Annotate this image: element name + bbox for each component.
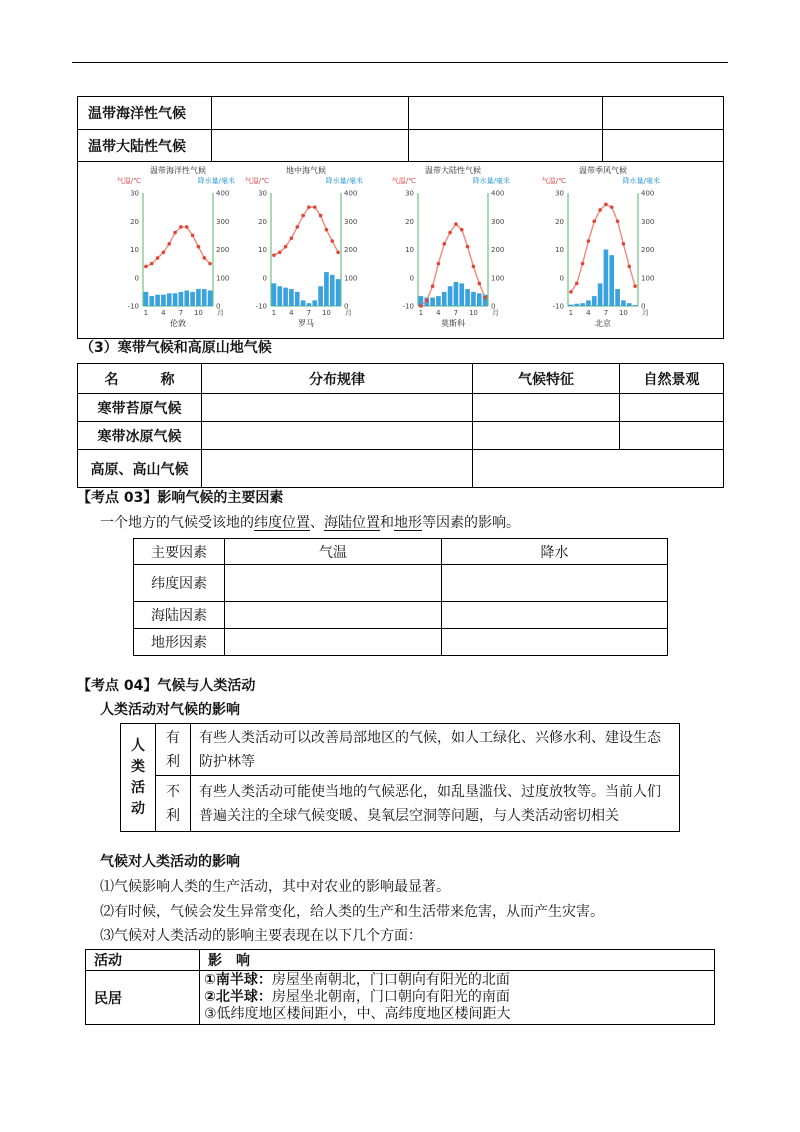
right-tick-label: 0 (344, 302, 349, 310)
precip-bar (627, 303, 632, 306)
right-tick-label: 100 (491, 273, 505, 282)
table-cell (473, 450, 724, 488)
x-tick-label: 10 (468, 308, 478, 317)
temperature-line (274, 207, 338, 255)
chart-cell (78, 162, 724, 339)
temperature-point (569, 290, 573, 294)
temperature-point (191, 233, 195, 237)
left-axis-label: 气温/℃ (391, 176, 416, 185)
right-tick-label: 300 (344, 217, 358, 226)
table-cell (225, 602, 442, 629)
precip-bar (196, 289, 201, 306)
temperature-point (156, 256, 160, 260)
x-tick-label: 10 (193, 308, 203, 317)
right-axis-label: 降水量/毫米 (325, 176, 363, 185)
x-unit-label: 月 (492, 308, 499, 317)
temperature-point (592, 219, 596, 223)
city-caption: 罗马 (298, 318, 314, 328)
precip-bar (324, 272, 329, 306)
temperature-line (571, 204, 635, 292)
x-tick-label: 7 (306, 308, 312, 317)
climate-type-table (77, 96, 724, 339)
left-tick-label: 10 (130, 245, 139, 254)
table-cell (442, 629, 668, 656)
paragraph: ⑵有时候，气候会发生异常变化，给人类的生产和生活带来危害，从而产生灾害。 (100, 904, 604, 920)
impact-list (200, 971, 715, 1025)
paragraph: ⑴气候影响人类的生产活动，其中对农业的影响最显著。 (100, 879, 450, 895)
temperature-point (167, 242, 171, 246)
precip-bar (621, 300, 626, 306)
precip-bar (436, 296, 441, 306)
temperature-point (179, 225, 183, 229)
factors-table (133, 538, 668, 656)
temperature-point (581, 261, 585, 265)
temperature-point (272, 253, 276, 257)
table-cell (202, 450, 473, 488)
left-tick-label: -10 (127, 302, 139, 310)
impact-item: ①南半球：房屋坐南朝北，门口朝向有阳光的北面 (204, 972, 510, 988)
section-title: （3）寒带气候和高原山地气候 (80, 340, 272, 356)
x-tick-label: 10 (618, 308, 628, 317)
precip-bar (161, 294, 166, 305)
left-tick-label: 10 (258, 245, 267, 254)
x-tick-label: 4 (289, 308, 294, 317)
temperature-point (197, 244, 201, 248)
table-cell: 温带海洋性气候 (78, 97, 212, 130)
precip-bar (574, 303, 579, 305)
precip-bar (580, 303, 585, 306)
paragraph: ⑶气候对人类活动的影响主要表现在以下几个方面： (100, 928, 422, 944)
left-tick-label: 0 (262, 273, 267, 282)
right-tick-label: 300 (491, 217, 505, 226)
precip-bar (144, 291, 149, 305)
precip-bar (179, 291, 184, 305)
right-tick-label: 200 (216, 245, 230, 254)
x-tick-label: 1 (271, 308, 277, 317)
x-tick-label: 1 (568, 308, 574, 317)
positive-label: 有 利 (156, 724, 191, 776)
precip-bar (592, 296, 597, 306)
x-tick-label: 7 (603, 308, 609, 317)
right-tick-label: 100 (344, 273, 358, 282)
table-cell (409, 130, 603, 162)
right-tick-label: 200 (641, 245, 655, 254)
negative-text: 有些人类活动可能使当地的气候恶化，如乱垦滥伐、过度放牧等。当前人们 普遍关注的全球气候变暖、臭氧层空洞等问题，与人类活动密切相关 (191, 776, 680, 832)
temperature-point (604, 202, 608, 206)
temperature-point (598, 208, 602, 212)
climate-charts (78, 163, 723, 338)
precip-bar (477, 293, 482, 306)
left-tick-label: 0 (134, 273, 139, 282)
temperature-point (425, 298, 429, 302)
precip-bar (307, 303, 312, 306)
right-axis-label: 降水量/毫米 (622, 176, 660, 185)
precip-bar (633, 305, 638, 306)
right-tick-label: 100 (641, 273, 655, 282)
precip-bar (295, 291, 300, 305)
precip-bar (202, 289, 207, 306)
left-tick-label: 30 (130, 189, 139, 197)
chart-title: 温带海洋性气候 (150, 165, 206, 175)
x-tick-label: 4 (436, 308, 441, 317)
temperature-point (460, 227, 464, 231)
table-cell: 纬度因素 (134, 565, 225, 602)
right-tick-label: 300 (216, 217, 230, 226)
x-tick-label: 7 (178, 308, 184, 317)
table-cell: 地形因素 (134, 629, 225, 656)
left-tick-label: -10 (402, 302, 414, 310)
temperature-point (295, 225, 299, 229)
precip-bar (448, 286, 453, 306)
chart-title: 地中海气候 (286, 165, 326, 175)
x-unit-label: 月 (642, 308, 649, 317)
table-cell (473, 422, 620, 450)
precip-bar (459, 283, 464, 306)
table-header: 活动 (86, 950, 200, 971)
table-header: 降水 (442, 539, 668, 565)
precip-bar (272, 283, 277, 306)
section-title: 【考点 04】气候与人类活动 (77, 678, 256, 694)
temperature-point (454, 222, 458, 226)
table-header: 气候特征 (473, 364, 620, 394)
temperature-point (437, 261, 441, 265)
temperature-point (185, 225, 189, 229)
table-cell (202, 394, 473, 422)
temperature-point (477, 281, 481, 285)
table-cell (225, 565, 442, 602)
temperature-point (307, 205, 311, 209)
chart-title: 温带大陆性气候 (425, 165, 481, 175)
table-cell (442, 602, 668, 629)
temperature-point (466, 244, 470, 248)
city-caption: 北京 (595, 318, 611, 328)
precip-bar (283, 287, 288, 305)
temperature-point (313, 205, 317, 209)
temperature-point (431, 284, 435, 288)
table-cell (225, 629, 442, 656)
left-tick-label: 10 (405, 245, 414, 254)
left-tick-label: -10 (552, 302, 564, 310)
city-caption: 莫斯科 (441, 318, 465, 328)
left-axis-label: 气温/℃ (244, 176, 269, 185)
temperature-point (419, 304, 423, 308)
header-rule (72, 62, 728, 63)
temperature-point (290, 236, 294, 240)
temperature-point (319, 213, 323, 217)
precip-bar (167, 293, 172, 306)
x-tick-label: 4 (586, 308, 591, 317)
temperature-point (616, 219, 620, 223)
left-axis-label: 气温/℃ (116, 176, 141, 185)
precip-bar (184, 290, 189, 306)
left-tick-label: -10 (255, 302, 267, 310)
impact-item: ③低纬度地区楼间距小，中、高纬度地区楼间距大 (204, 1006, 511, 1022)
right-tick-label: 400 (344, 189, 358, 197)
x-tick-label: 7 (453, 308, 459, 317)
precip-bar (301, 300, 306, 306)
temperature-point (627, 264, 631, 268)
x-unit-label: 月 (217, 308, 224, 317)
precip-bar (277, 286, 282, 306)
precip-bar (615, 289, 620, 306)
precip-bar (604, 249, 609, 306)
precip-bar (155, 294, 160, 305)
subsection-title: 人类活动对气候的影响 (100, 702, 240, 718)
right-tick-label: 400 (216, 189, 230, 197)
left-tick-label: 0 (559, 273, 564, 282)
left-tick-label: 30 (258, 189, 267, 197)
x-tick-label: 10 (321, 308, 331, 317)
impact-item: ②北半球：房屋坐北朝南，门口朝向有阳光的南面 (204, 989, 510, 1005)
section-title: 【考点 03】影响气候的主要因素 (77, 490, 284, 506)
right-tick-label: 400 (641, 189, 655, 197)
temperature-point (150, 261, 154, 265)
temperature-point (301, 213, 305, 217)
table-header: 主要因素 (134, 539, 225, 565)
precip-bar (330, 274, 335, 305)
x-tick-label: 4 (161, 308, 166, 317)
precip-bar (173, 293, 178, 306)
activity-label: 人 类 活 动 (121, 724, 156, 832)
table-cell (603, 97, 724, 130)
precip-bar (471, 291, 476, 305)
temperature-point (575, 281, 579, 285)
precip-bar (312, 300, 317, 306)
temperature-point (633, 284, 637, 288)
x-tick-label: 1 (143, 308, 149, 317)
temperature-point (173, 230, 177, 234)
temperature-point (330, 239, 334, 243)
table-cell (620, 394, 724, 422)
temperature-line (146, 226, 210, 266)
temperature-point (325, 227, 329, 231)
city-caption: 伦敦 (170, 318, 186, 328)
table-cell (442, 565, 668, 602)
temperature-point (284, 244, 288, 248)
table-cell: 寒带苔原气候 (78, 394, 202, 422)
human-impact-table (120, 723, 680, 832)
left-tick-label: 20 (405, 217, 414, 226)
table-cell: 民居 (86, 971, 200, 1025)
temperature-point (278, 250, 282, 254)
chart-title: 温带季风气候 (579, 165, 627, 175)
right-tick-label: 200 (491, 245, 505, 254)
table-cell (212, 130, 409, 162)
right-tick-label: 0 (491, 302, 496, 310)
temperature-point (202, 256, 206, 260)
temperature-point (144, 264, 148, 268)
right-tick-label: 0 (216, 302, 221, 310)
right-tick-label: 300 (641, 217, 655, 226)
table-cell (473, 394, 620, 422)
table-header: 名 称 (78, 364, 202, 394)
right-axis-label: 降水量/毫米 (472, 176, 510, 185)
table-header: 自然景观 (620, 364, 724, 394)
precip-bar (598, 283, 603, 306)
right-tick-label: 100 (216, 273, 230, 282)
precip-bar (442, 291, 447, 305)
temperature-point (448, 230, 452, 234)
right-axis-label: 降水量/毫米 (197, 176, 235, 185)
precip-bar (569, 304, 574, 305)
precip-bar (465, 289, 470, 306)
table-cell (620, 422, 724, 450)
precip-bar (336, 279, 341, 306)
temperature-point (208, 261, 212, 265)
left-tick-label: 20 (258, 217, 267, 226)
table-header: 气温 (225, 539, 442, 565)
precip-bar (430, 297, 435, 305)
right-tick-label: 400 (491, 189, 505, 197)
precip-bar (149, 296, 154, 306)
subsection-title: 气候对人类活动的影响 (100, 854, 240, 870)
precip-bar (609, 255, 614, 306)
cold-climate-table (77, 363, 724, 488)
table-header: 影 响 (200, 950, 715, 971)
left-tick-label: 30 (555, 189, 564, 197)
precip-bar (208, 290, 213, 306)
right-tick-label: 200 (344, 245, 358, 254)
x-tick-label: 1 (418, 308, 424, 317)
left-axis-label: 气温/℃ (541, 176, 566, 185)
left-tick-label: 30 (405, 189, 414, 197)
table-cell (409, 97, 603, 130)
temperature-point (622, 242, 626, 246)
temperature-point (483, 295, 487, 299)
table-cell (212, 97, 409, 130)
left-tick-label: 20 (555, 217, 564, 226)
temperature-point (336, 250, 340, 254)
temperature-point (162, 250, 166, 254)
temperature-point (472, 264, 476, 268)
x-unit-label: 月 (345, 308, 352, 317)
precip-bar (318, 286, 323, 306)
left-tick-label: 10 (555, 245, 564, 254)
factors-intro: 一个地方的气候受该地的纬度位置、海陆位置和地形等因素的影响。 (100, 515, 520, 531)
left-tick-label: 20 (130, 217, 139, 226)
precip-bar (454, 281, 459, 305)
temperature-point (610, 205, 614, 209)
activity-table (85, 949, 715, 1025)
positive-text: 有些人类活动可以改善局部地区的气候，如人工绿化、兴修水利、建设生态 防护林等 (191, 724, 680, 776)
table-cell (603, 130, 724, 162)
left-tick-label: 0 (409, 273, 414, 282)
table-cell: 寒带冰原气候 (78, 422, 202, 450)
temperature-point (442, 242, 446, 246)
table-header: 分布规律 (202, 364, 473, 394)
negative-label: 不 利 (156, 776, 191, 832)
table-cell: 温带大陆性气候 (78, 130, 212, 162)
right-tick-label: 0 (641, 302, 646, 310)
table-cell: 高原、高山气候 (78, 450, 202, 488)
table-cell: 海陆因素 (134, 602, 225, 629)
precip-bar (190, 291, 195, 305)
precip-bar (289, 289, 294, 306)
precip-bar (586, 300, 591, 306)
table-cell (202, 422, 473, 450)
temperature-point (587, 239, 591, 243)
